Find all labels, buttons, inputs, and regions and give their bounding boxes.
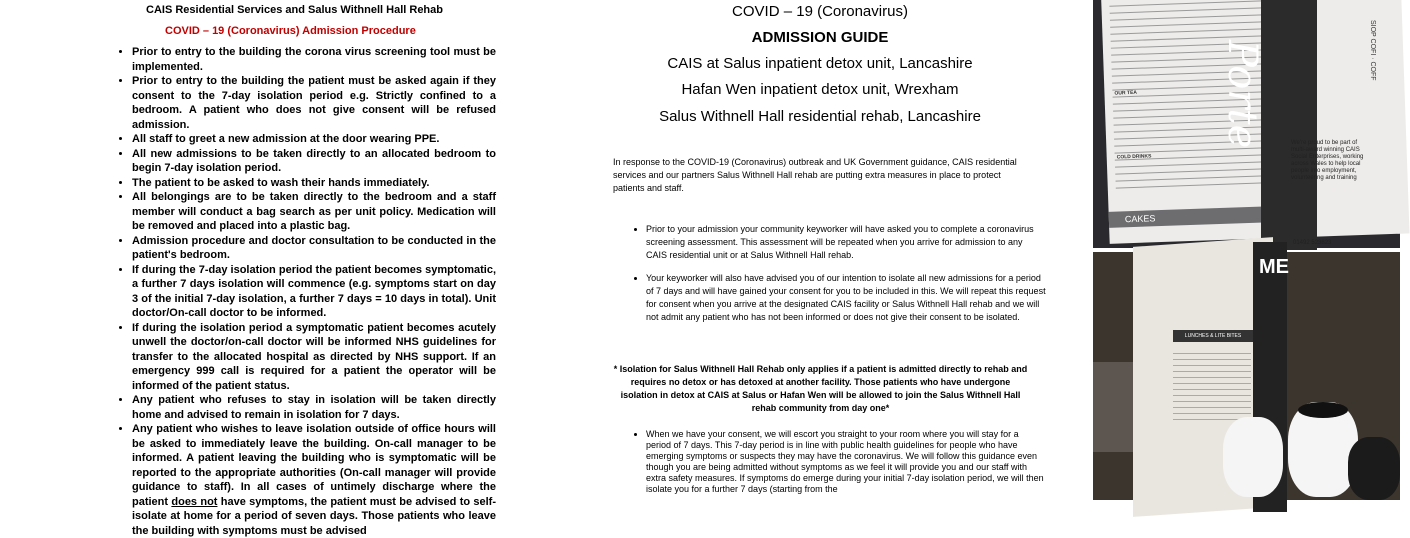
menu-card-photo [1093, 0, 1400, 248]
list-item: • Prior to entry to the building the corona virus screening tool must be implemented. [132, 45, 496, 74]
facility-salus-withnell: Salus Withnell Hall residential rehab, Lancashire [659, 108, 981, 125]
list-item: • Prior to your admission your community keyworker will have asked you to complete a coronavirus screening assessment. This assessment will be repeated when you arrive for admission to any CAIS residential unit or at Salus Withnell Hall rehab. [646, 223, 1046, 262]
list-item-text: Any patient who wishes to leave isolation outside of office hours will be asked to immediately leave the building. On-call manager to be informed. A patient leaving the building who is symptomatic will be reported to the appropriate authorities (On-call manager will provide guidance to staff). In all cases of untimely discharge where the patient [132, 423, 496, 508]
brand-logo: Porte [1219, 40, 1265, 149]
guide-list [632, 223, 1046, 334]
document-header: CAIS Residential Services and Salus Withnell Hall Rehab [146, 4, 443, 16]
procedure-list [114, 45, 496, 538]
salt-pot [1223, 417, 1283, 497]
list-item: • Your keyworker will also have advised you of our intention to isolate all new admissions for a period of 7 days and will have gained your consent for you to be included in this. We will repeat this request for consent when you arrive at the designated CAIS facility or Salus Withnell Hall rehab and we will not admit any patient who has not been informed or does not give their consent to be isolated. [646, 272, 1046, 324]
list-item: • When we have your consent, we will escort you straight to your room where you will stay for a period of 7 days. This 7-day period is in line with public health guidelines for people who have emerging symptoms or suspects they may have the coronavirus. We will follow this guidance even though you are being admitted without symptoms as we feel it will provide you and our staff with extra safety measures. If symptoms do emerge during your initial 7-day isolation period, we will then isolate you for a further 7 days (starting from the [646, 429, 1046, 495]
list-item: • All belongings are to be taken directly to the bedroom and a staff member will conduct a bag search as per unit policy. Medication will be removed and placed into a plastic bag. [132, 190, 496, 234]
list-item: • Prior to entry to the building the patient must be asked again if they consent to the 7-day isolation period e.g. Strictly confined to a bedroom. A patient who does not give consent will be refused admission. [132, 74, 496, 132]
brand-phone: 01492 523823 [1293, 240, 1332, 246]
brand-blurb: We're proud to be part of multi-award winning CAIS Social Enterprises, working across Wales to help local people into employment, volunteering and training [1291, 140, 1364, 181]
sugar-pot-rim [1298, 402, 1348, 418]
menu-stand-heading: LUNCHES & LITE BITES [1173, 330, 1253, 342]
table-menu-photo [1093, 252, 1400, 500]
brand-side-text: SIOP COFI · COFF [1369, 20, 1376, 81]
list-item: • The patient to be asked to wash their hands immediately. [132, 176, 496, 191]
underlined-text: does not [171, 495, 218, 508]
guide-title: COVID – 19 (Coronavirus) [732, 3, 908, 20]
list-item: • Admission procedure and doctor consultation to be conducted in the patient's bedroom. [132, 234, 496, 263]
menu-section-drinks: COLD DRINKS [1116, 153, 1152, 161]
guide-list-continued [632, 429, 1046, 495]
list-item: • Any patient who refuses to stay in isolation will be taken directly home and advised to remain in isolation for 7 days. [132, 393, 496, 422]
list-item: • If during the 7-day isolation period the patient becomes symptomatic, a further 7 days isolation will commence (e.g. symptoms start on day 3 of the initial 7-day isolation, a further 7 days = 10 days in total). Unit doctor/On-call doctor to be informed. [132, 263, 496, 321]
guide-intro: In response to the COVID-19 (Coronavirus) outbreak and UK Government guidance, CAIS residential services and our partners Salus Withnell Hall rehab are putting extra measures in place to protect patients and staff. [613, 157, 1017, 193]
list-item-tail: have symptoms, the patient must be advised to self-isolate at home for a period of seven days. Those patients who leave the building with symptoms must be advised [132, 495, 496, 537]
pepper-pot [1348, 437, 1400, 500]
menu-stand-lines [1173, 348, 1251, 425]
list-item: • All staff to greet a new admission at the door wearing PPE. [132, 132, 496, 147]
menu-section-cakes: CAKES [1109, 205, 1315, 228]
guide-heading: ADMISSION GUIDE [751, 29, 889, 46]
admission-procedure-document [0, 0, 600, 537]
facility-hafan-wen: Hafan Wen inpatient detox unit, Wrexham [681, 81, 959, 98]
brand-band [1261, 0, 1317, 250]
menu-stand-title: ME [1259, 256, 1289, 278]
list-item: • All new admissions to be taken directly to an allocated bedroom to begin 7-day isolation period. [132, 147, 496, 176]
list-item: • If during the isolation period a symptomatic patient becomes acutely unwell the doctor/on-call doctor will be informed NHS guidelines for transfer to the allocated hospital as directed by NHS support. If an emergency 999 call is required for a patient the operator will be informed of the patient status. [132, 321, 496, 394]
list-item [132, 422, 496, 538]
admission-guide-document [600, 0, 1090, 500]
menu-section-tea: OUR TEA [1114, 89, 1138, 97]
facility-cais-salus: CAIS at Salus inpatient detox unit, Lancashire [667, 55, 973, 72]
isolation-note: * Isolation for Salus Withnell Hall Rehab only applies if a patient is admitted directly to rehab and requires no detox or has detoxed at another facility. Those patients who have undergone isolation in detox at CAIS at Salus or Hafan Wen will be allowed to join the Salus Withnell Hall rehab community from day one* [613, 364, 1028, 413]
document-subheader: COVID – 19 (Coronavirus) Admission Procedure [165, 25, 416, 37]
